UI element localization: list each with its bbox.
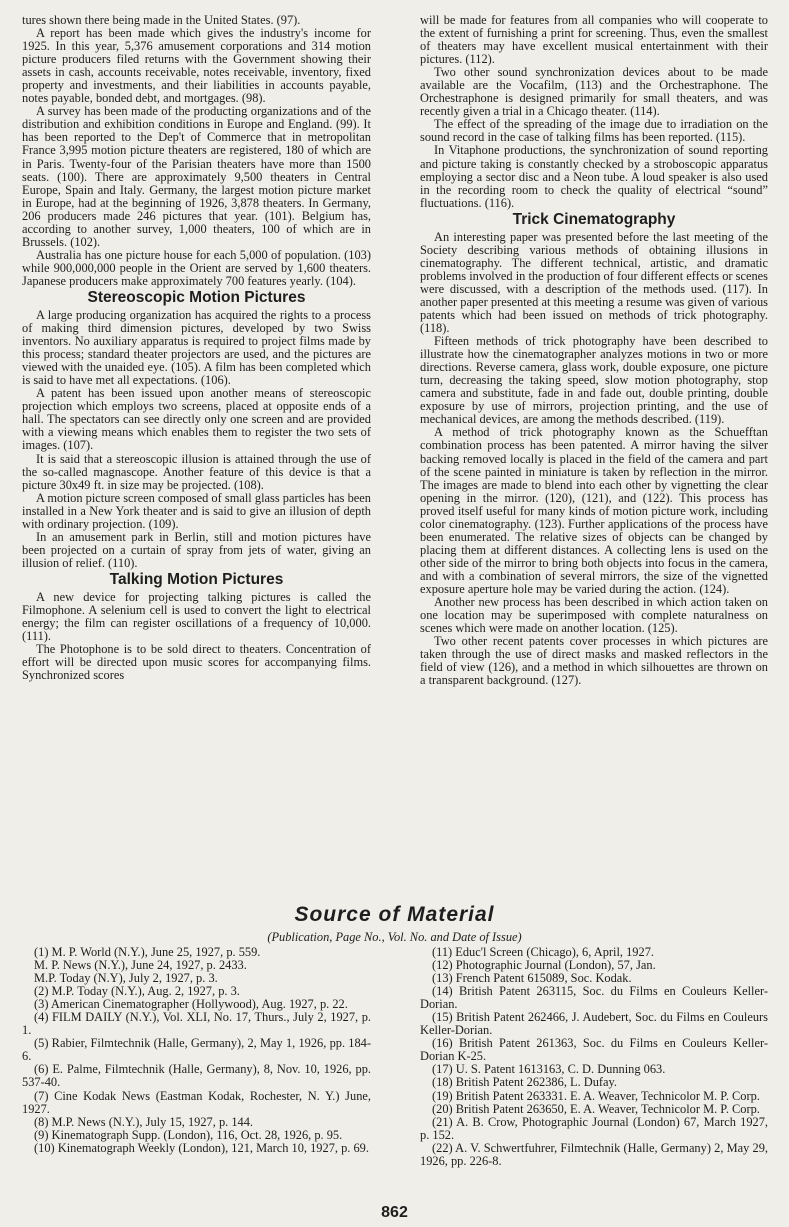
reference-item: (16) British Patent 261363, Soc. du Films en Couleurs Keller-Dorian K-25. [420, 1036, 768, 1064]
references-left [22, 946, 371, 1155]
reference-item: (10) Kinematograph Weekly (London), 121, March 10, 1927, p. 69. [34, 1140, 369, 1155]
paragraph: A survey has been made of the producting organizations and of the distribution and exhibition conditions in Europe and England. (99). It has been reported to the Dep't of Commerce that in metropolitan France 3,995 motion picture theaters are registered, 180 of which are in Paris. Twenty-four of the Parisian theaters have more than 1500 seats. (100). There are approximately 9,500 theaters in Central Europe, Spain and Italy. Germany, the largest motion picture market in Europe, had at the beginning of 1926, 3,878 theaters. In Germany, 206 producers made 246 pictures that year. (101). Belgium has, according to another survey, 1,000 theaters, 100 of which are in Brussels. (102). [22, 104, 371, 249]
reference-item: (19) British Patent 263331. E. A. Weaver, Technicolor M. P. Corp. [432, 1088, 760, 1103]
paragraph: A patent has been issued upon another means of stereoscopic projection which employs two screens, placed at opposite ends of a hall. The spectators can see directly only one screen and are provided with a viewing means which enables them to register the two sets of images. (107). [22, 386, 371, 453]
paragraph: An interesting paper was presented before the last meeting of the Society describing various methods of obtaining illusions in cinematography. The different technical, artistic, and dramatic problems involved in the production of four different effects or scenes were discussed, with a description of the methods used. (117). In another paper presented at this meeting a resume was given of various patents which had been issued on methods of trick photography. (118). [420, 229, 768, 336]
reference-item: (5) Rabier, Filmtechnik (Halle, Germany), 2, May 1, 1926, pp. 184-6. [22, 1036, 371, 1064]
reference-item: M. P. News (N.Y.), June 24, 1927, p. 2433. [34, 958, 247, 973]
reference-item: M.P. Today (N.Y), July 2, 1927, p. 3. [34, 971, 218, 986]
reference-item: (17) U. S. Patent 1613163, C. D. Dunning 063. [432, 1062, 666, 1077]
paragraph: tures shown there being made in the United States. (97). [22, 13, 301, 27]
section-heading-stereoscopic: Stereoscopic Motion Pictures [87, 288, 306, 306]
reference-item: (15) British Patent 262466, J. Audebert, Soc. du Films en Couleurs Keller-Dorian. [420, 1010, 768, 1038]
reference-item: (2) M.P. Today (N.Y.), Aug. 2, 1927, p. 3. [34, 984, 240, 999]
paragraph: Fifteen methods of trick photography have been described to illustrate how the cinematographer analyzes motions in two or more directions. Reverse camera, glass work, double exposure, one picture turn, decreasing the taking speed, slow motion photography, stop camera and substitute, fade in and fade out, double printing, double exposure by use of mirrors, projection printing, and the use of mechanical devices, are among the methods described. (119). [420, 334, 768, 427]
paragraph: A large producing organization has acquired the rights to a process of making third dimension pictures, developed by two Swiss inventors. No auxiliary apparatus is required to project films made by this process; standard theater projectors are used, and the pictures are viewed with the unaided eye. (105). A film has been completed which is said to have met all expectations. (106). [22, 307, 371, 388]
reference-item: (12) Photographic Journal (London), 57, Jan. [432, 958, 656, 973]
reference-item: (3) American Cinematographer (Hollywood), Aug. 1927, p. 22. [34, 997, 348, 1012]
paragraph: A new device for projecting talking pictures is called the Filmophone. A selenium cell is used to convert the light to electrical energy; the film can register oscillations of a frequency of 10,000. (111). [22, 589, 371, 644]
paragraph: A report has been made which gives the industry's income for 1925. In this year, 5,376 amusement corporations and 314 motion picture producers filed returns with the Government showing their assets in cash, accounts receivable, notes receivable, inventory, fixed property and investments, and their liabilities in accounts payable, notes payable, bonded debt, and mortgages. (98). [22, 26, 371, 106]
references-right [420, 946, 768, 1168]
section-heading-talking: Talking Motion Pictures [109, 570, 284, 588]
source-subtitle: (Publication, Page No., Vol. No. and Date of Issue) [267, 930, 522, 944]
reference-item: (7) Cine Kodak News (Eastman Kodak, Rochester, N. Y.) June, 1927. [22, 1088, 371, 1116]
paragraph: Two other recent patents cover processes in which pictures are taken through the use of direct masks and masked reflectors in the field of view (126), and a method in which silhouettes are thrown on a transparent background. (127). [420, 634, 768, 688]
paragraph: It is said that a stereoscopic illusion is attained through the use of the so-called magnascope. Another feature of this device is that a picture 30x49 ft. in size may be projected. (108). [22, 451, 371, 492]
reference-item: (22) A. V. Schwertfuhrer, Filmtechnik (Halle, Germany) 2, May 29, 1926, pp. 226-8. [420, 1140, 768, 1168]
source-title: Source of Material [294, 903, 495, 926]
reference-item: (8) M.P. News (N.Y.), July 15, 1927, p. 144. [34, 1114, 254, 1129]
paragraph: will be made for features from all companies who will cooperate to the extent of furnishing a print for screening. Thus, even the smallest of theaters may have excellent musical entertainment with their pictures. (112). [420, 13, 768, 67]
section-heading-trick: Trick Cinematography [512, 210, 676, 228]
paragraph: Australia has one picture house for each 5,000 of population. (103) while 900,000,000 people in the Orient are served by 1,600 theaters. Japanese producers make approximately 700 features yearly. (104). [22, 247, 371, 288]
right-column [420, 14, 768, 687]
reference-item: (9) Kinematograph Supp. (London), 116, Oct. 28, 1926, p. 95. [34, 1127, 343, 1142]
paragraph: A method of trick photography known as the Schuefftan combination process has been patented. A mirror having the silver backing removed locally is placed in the field of the camera and part of the scene painted in miniature is taken by reflection in the mirror. The images are made to blend into each other by vignetting the clear opening in the mirror. (120), (121), and (122). This process has proved itself useful for many kinds of motion picture work, including color cinematography. (123). Further applications of the process have been enumerated. The relative sizes of objects can be changed by placing them at different distances. A collecting lens is used on the other side of the mirror to bring both objects into focus in the camera, and with a combination of several mirrors, the size of the vignetted exposure aperture hole may be varied during the action. (124). [420, 425, 768, 596]
reference-item: (20) British Patent 263650, E. A. Weaver, Technicolor M. P. Corp. [432, 1101, 760, 1116]
paragraph: In an amusement park in Berlin, still and motion pictures have been projected on a curtain of spray from jets of water, giving an illusion of relief. (110). [22, 529, 371, 570]
reference-item: (11) Educ'l Screen (Chicago), 6, April, 1927. [432, 945, 654, 959]
paragraph: The Photophone is to be sold direct to theaters. Concentration of effort will be directed upon music scores for accompanying films. Synchronized scores [22, 642, 371, 683]
paragraph: A motion picture screen composed of small glass particles has been installed in a New York theater and is said to give an illusion of depth with ordinary projection. (109). [22, 490, 371, 531]
paragraph: The effect of the spreading of the image due to irradiation on the sound record in the case of talking films has been reported. (115). [420, 117, 768, 145]
reference-item: (21) A. B. Crow, Photographic Journal (London) 67, March 1927, p. 152. [420, 1114, 768, 1142]
reference-item: (13) French Patent 615089, Soc. Kodak. [432, 971, 632, 986]
reference-item: (6) E. Palme, Filmtechnik (Halle, Germany), 8, Nov. 10, 1926, pp. 537-40. [22, 1062, 371, 1090]
reference-item: (18) British Patent 262386, L. Dufay. [432, 1075, 618, 1090]
paragraph: In Vitaphone productions, the synchronization of sound reporting and picture taking is constantly checked by a stroboscopic apparatus employing a sector disc and a Neon tube. A loud speaker is also used in the recording room to check the quality of electrical “sound” fluctuations. (116). [420, 143, 768, 210]
reference-item: (4) FILM DAILY (N.Y.), Vol. XLI, No. 17, Thurs., July 2, 1927, p. 1. [22, 1010, 371, 1038]
reference-item: (1) M. P. World (N.Y.), June 25, 1927, p. 559. [34, 945, 261, 959]
paragraph: Two other sound synchronization devices about to be made available are the Vocafilm, (113) and the Orchestraphone. The Orchestraphone is designed primarily for small theaters, and was recently given a trial in a Chicago theater. (114). [420, 65, 768, 119]
left-column [22, 14, 371, 682]
paragraph: Another new process has been described in which action taken on one location may be superimposed with complete naturalness on scenes which were made on another location. (125). [420, 595, 768, 636]
page-number: 862 [381, 1204, 408, 1221]
reference-item: (14) British Patent 263115, Soc. du Films en Couleurs Keller-Dorian. [420, 984, 768, 1012]
